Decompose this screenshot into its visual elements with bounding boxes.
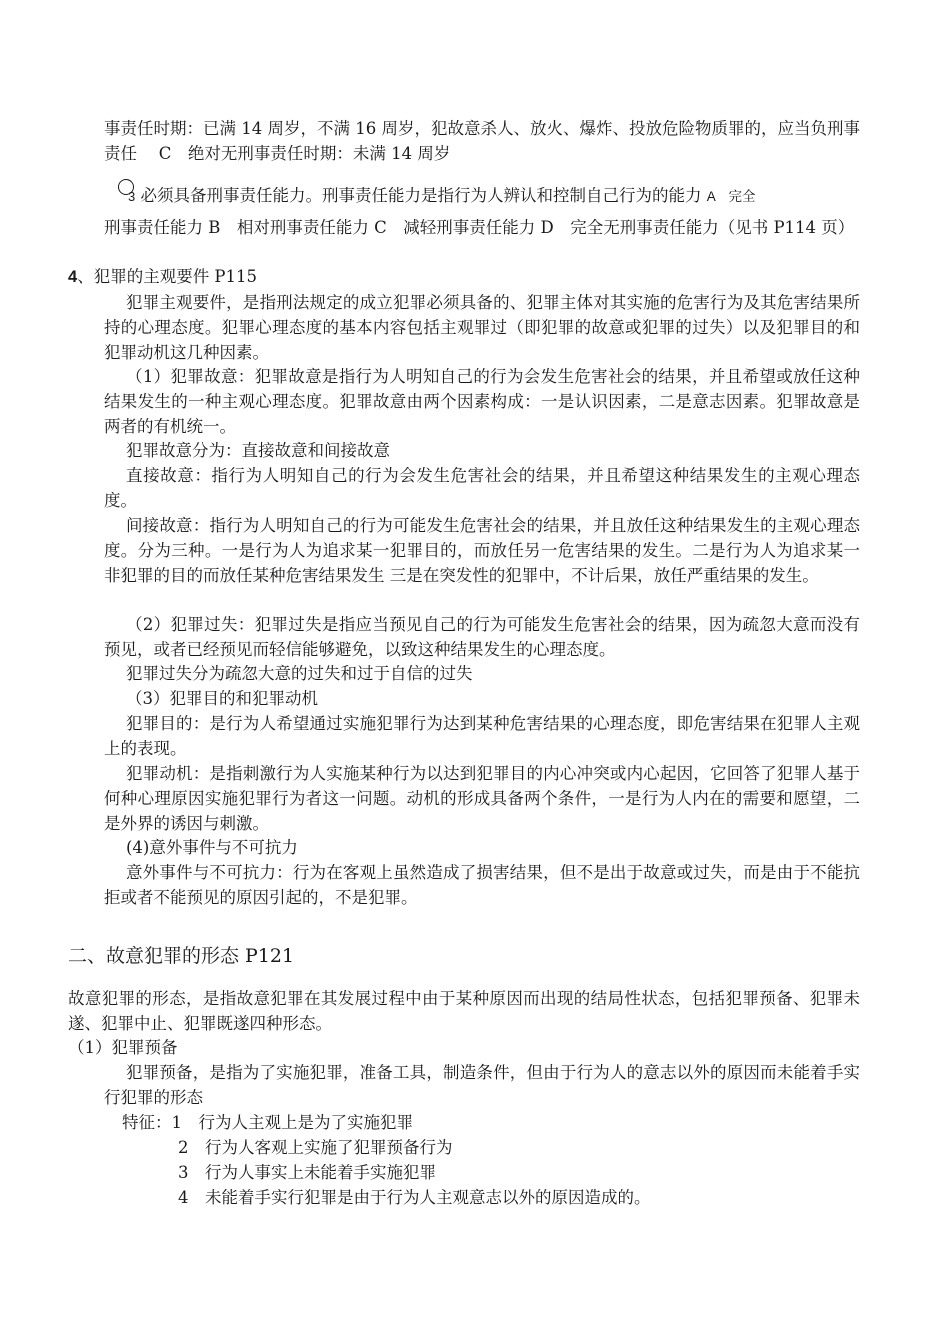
- subheading-accident-force-majeure: [126, 835, 860, 860]
- paragraph-criminal-responsibility-periods: [104, 116, 860, 166]
- list-item-text: 4 未能着手实行犯罪是由于行为人主观意志以外的原因造成的。: [178, 1188, 651, 1207]
- paragraph-criminal-purpose: [104, 711, 860, 761]
- paragraph-text: 犯罪预备，是指为了实施犯罪，准备工具，制造条件，但由于行为人的意志以外的原因而未能着手实行犯罪的形态: [104, 1063, 860, 1107]
- section-heading-subjective-elements: [68, 264, 848, 290]
- paragraph-direct-intent: [104, 463, 860, 513]
- paragraph-text: 犯罪动机：是指刺激行为人实施某种行为以达到犯罪目的内心冲突或内心起因，它回答了犯罪人基于何种心理原因实施犯罪行为者这一问题。动机的形成具备两个条件，一是行为人内在的需要和愿望，二是外界的诱因与刺激。: [104, 764, 860, 833]
- paragraph-text: （1）犯罪预备: [68, 1038, 178, 1057]
- paragraph-text: 刑事责任能力 B 相对刑事责任能力 C 减轻刑事责任能力 D 完全无刑事责任能力（见书 P114 页）: [104, 218, 855, 237]
- paragraph-text: 犯罪主观要件，是指刑法规定的成立犯罪必须具备的、犯罪主体对其实施的危害行为及其危害结果所持的心理态度。犯罪心理态度的基本内容包括主观罪过（即犯罪的故意或犯罪的过失）以及犯罪目的和犯罪动机这几种因素。: [104, 293, 860, 362]
- paragraph-text: 犯罪过失分为疏忽大意的过失和过于自信的过失: [126, 664, 473, 683]
- paragraph-text: 犯罪目的：是行为人希望通过实施犯罪行为达到某种危害结果的心理态度，即危害结果在犯罪人主观上的表现。: [104, 714, 860, 758]
- paragraph-intentional-crime-forms: [68, 986, 860, 1036]
- paragraph-text: 犯罪故意分为：直接故意和间接故意: [126, 441, 390, 460]
- paragraph-criminal-preparation: [104, 1060, 860, 1110]
- list-item-feature-3: [178, 1160, 860, 1185]
- list-item-feature-1: [122, 1110, 860, 1135]
- paragraph-criminal-motive: [104, 761, 860, 836]
- list-item-text: 2 行为人客观上实施了犯罪预备行为: [178, 1138, 453, 1157]
- subheading-purpose-motive: [126, 686, 860, 711]
- list-item-feature-2: [178, 1135, 860, 1160]
- paragraph-accident-force-majeure: [104, 860, 860, 910]
- paragraph-text: （3）犯罪目的和犯罪动机: [126, 689, 318, 708]
- paragraph-text: （2）犯罪过失：犯罪过失是指应当预见自己的行为可能发生危害社会的结果，因为疏忽大意而没有预见，或者已经预见而轻信能够避免，以致这种结果发生的心理态度。: [104, 615, 860, 659]
- paragraph-subjective-elements-definition: [104, 290, 860, 365]
- paragraph-indirect-intent: [104, 513, 860, 588]
- paragraph-criminal-intent: [104, 364, 860, 439]
- paragraph-text: 意外事件与不可抗力：行为在客观上虽然造成了损害结果，但不是出于故意或过失，而是由于不能抗拒或者不能预见的原因引起的，不是犯罪。: [104, 863, 860, 907]
- heading-number: 4: [68, 268, 78, 286]
- subheading-criminal-preparation: [68, 1035, 848, 1060]
- paragraph-text: 间接故意：指行为人明知自己的行为可能发生危害社会的结果，并且放任这种结果发生的主观心理态度。分为三种。一是行为人为追求某一犯罪目的，而放任另一危害结果的发生。二是行为人为追求某一非犯罪的目的而放任某种危害结果发生 三是在突发性的犯罪中，不计后果，放任严重结果的发生。: [104, 516, 860, 585]
- heading-text: 、犯罪的主观要件 P115: [77, 267, 258, 286]
- item-number: 3: [128, 189, 136, 204]
- paragraph-text: （1）犯罪故意：犯罪故意是指行为人明知自己的行为会发生危害社会的结果，并且希望或放任这种结果发生的一种主观心理态度。犯罪故意由两个因素构成：一是认识因素，二是意志因素。犯罪故意是两者的有机统一。: [104, 367, 860, 436]
- list-item-text: 特征：1 行为人主观上是为了实施犯罪: [122, 1113, 413, 1132]
- option-a-text: A 完全: [706, 189, 756, 204]
- list-item-text: 3 行为人事实上未能着手实施犯罪: [178, 1163, 436, 1182]
- paragraph-text: (4)意外事件与不可抗力: [126, 838, 298, 857]
- paragraph-text: 直接故意：指行为人明知自己的行为会发生危害社会的结果，并且希望这种结果发生的主观心理态度。: [104, 466, 860, 510]
- paragraph-intent-types: [126, 438, 860, 463]
- section-heading-intentional-crime-forms: [68, 944, 848, 969]
- paragraph-capacity-options: [104, 215, 860, 240]
- heading-text: 二、故意犯罪的形态 P121: [68, 945, 295, 967]
- paragraph-text: 必须具备刑事责任能力。刑事责任能力是指行为人辨认和控制自己行为的能力: [140, 186, 702, 205]
- list-item-feature-4: [178, 1185, 860, 1210]
- paragraph-capacity-line1: [118, 179, 863, 209]
- paragraph-negligence-types: [126, 661, 860, 686]
- paragraph-text: 故意犯罪的形态，是指故意犯罪在其发展过程中由于某种原因而出现的结局性状态，包括犯罪预备、犯罪未遂、犯罪中止、犯罪既遂四种形态。: [68, 989, 860, 1033]
- paragraph-text: 事责任时期：已满 14 周岁，不满 16 周岁，犯故意杀人、放火、爆炸、投放危险物质罪的，应当负刑事责任 C 绝对无刑事责任时期：未满 14 周岁: [104, 119, 860, 163]
- paragraph-criminal-negligence: [104, 612, 860, 662]
